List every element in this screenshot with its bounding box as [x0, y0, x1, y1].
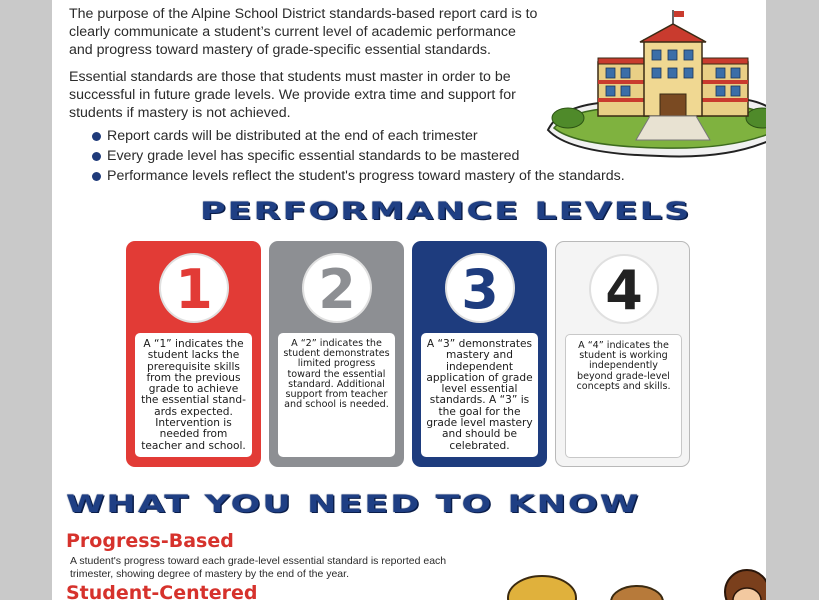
level-description: A “2” indicates the student demonstrates limited progress toward the essential standard. Additional support from teacher and school is needed.: [278, 333, 395, 457]
level-badge: [302, 253, 372, 323]
report-card-page: [52, 0, 766, 600]
bullet-item: Report cards will be distributed at the end of each trimester: [92, 126, 692, 146]
school-building-illustration: [540, 10, 766, 160]
level-number: 4: [605, 259, 643, 322]
level-badge: [445, 253, 515, 323]
level-card-4: [555, 241, 690, 467]
students-illustration: [507, 560, 766, 600]
intro-text: [69, 5, 539, 131]
level-description: A “1” indicates the student lacks the prerequisite skills from the previous grade to achieve the essential stand-ards expected. Intervention is needed from teacher and school.: [135, 333, 252, 457]
level-description: A “4” indicates the student is working independently beyond grade-level concepts and skills.: [565, 334, 682, 458]
level-number: 2: [318, 258, 356, 321]
level-description: A “3” demonstrates mastery and independent application of grade level essential standards. A “3” is the goal for the grade level mastery and should be celebrated.: [421, 333, 538, 457]
what-you-need-to-know-heading: WHAT YOU NEED TO KNOW: [66, 490, 641, 518]
level-number: 1: [175, 258, 213, 321]
level-card-2: [269, 241, 404, 467]
performance-levels-heading: PERFORMANCE LEVELS: [200, 197, 692, 225]
intro-paragraph-purpose: The purpose of the Alpine School District standards-based report card is to clearly communicate a student’s current level of academic performance and progress toward mastery of grade-specific essential standards.: [69, 6, 538, 58]
level-badge: [159, 253, 229, 323]
section-text-progress-based: A student's progress toward each grade-level essential standard is reported each trimester, showing degree of mastery by the end of the year.: [70, 555, 447, 580]
bullet-item: Performance levels reflect the student's progress toward mastery of the standards.: [92, 166, 692, 186]
level-number: 3: [461, 258, 499, 321]
level-card-3: [412, 241, 547, 467]
section-title-progress-based: Progress-Based: [66, 530, 234, 552]
intro-paragraph-essential: Essential standards are those that students must master in order to be successful in future grade levels. We provide extra time and support for students if mastery is not achieved.: [69, 69, 516, 121]
level-card-1: [126, 241, 261, 467]
section-title-student-centered: Student-Centered: [66, 582, 258, 600]
level-badge: [589, 254, 659, 324]
bullet-item: Every grade level has specific essential standards to be mastered: [92, 146, 692, 166]
